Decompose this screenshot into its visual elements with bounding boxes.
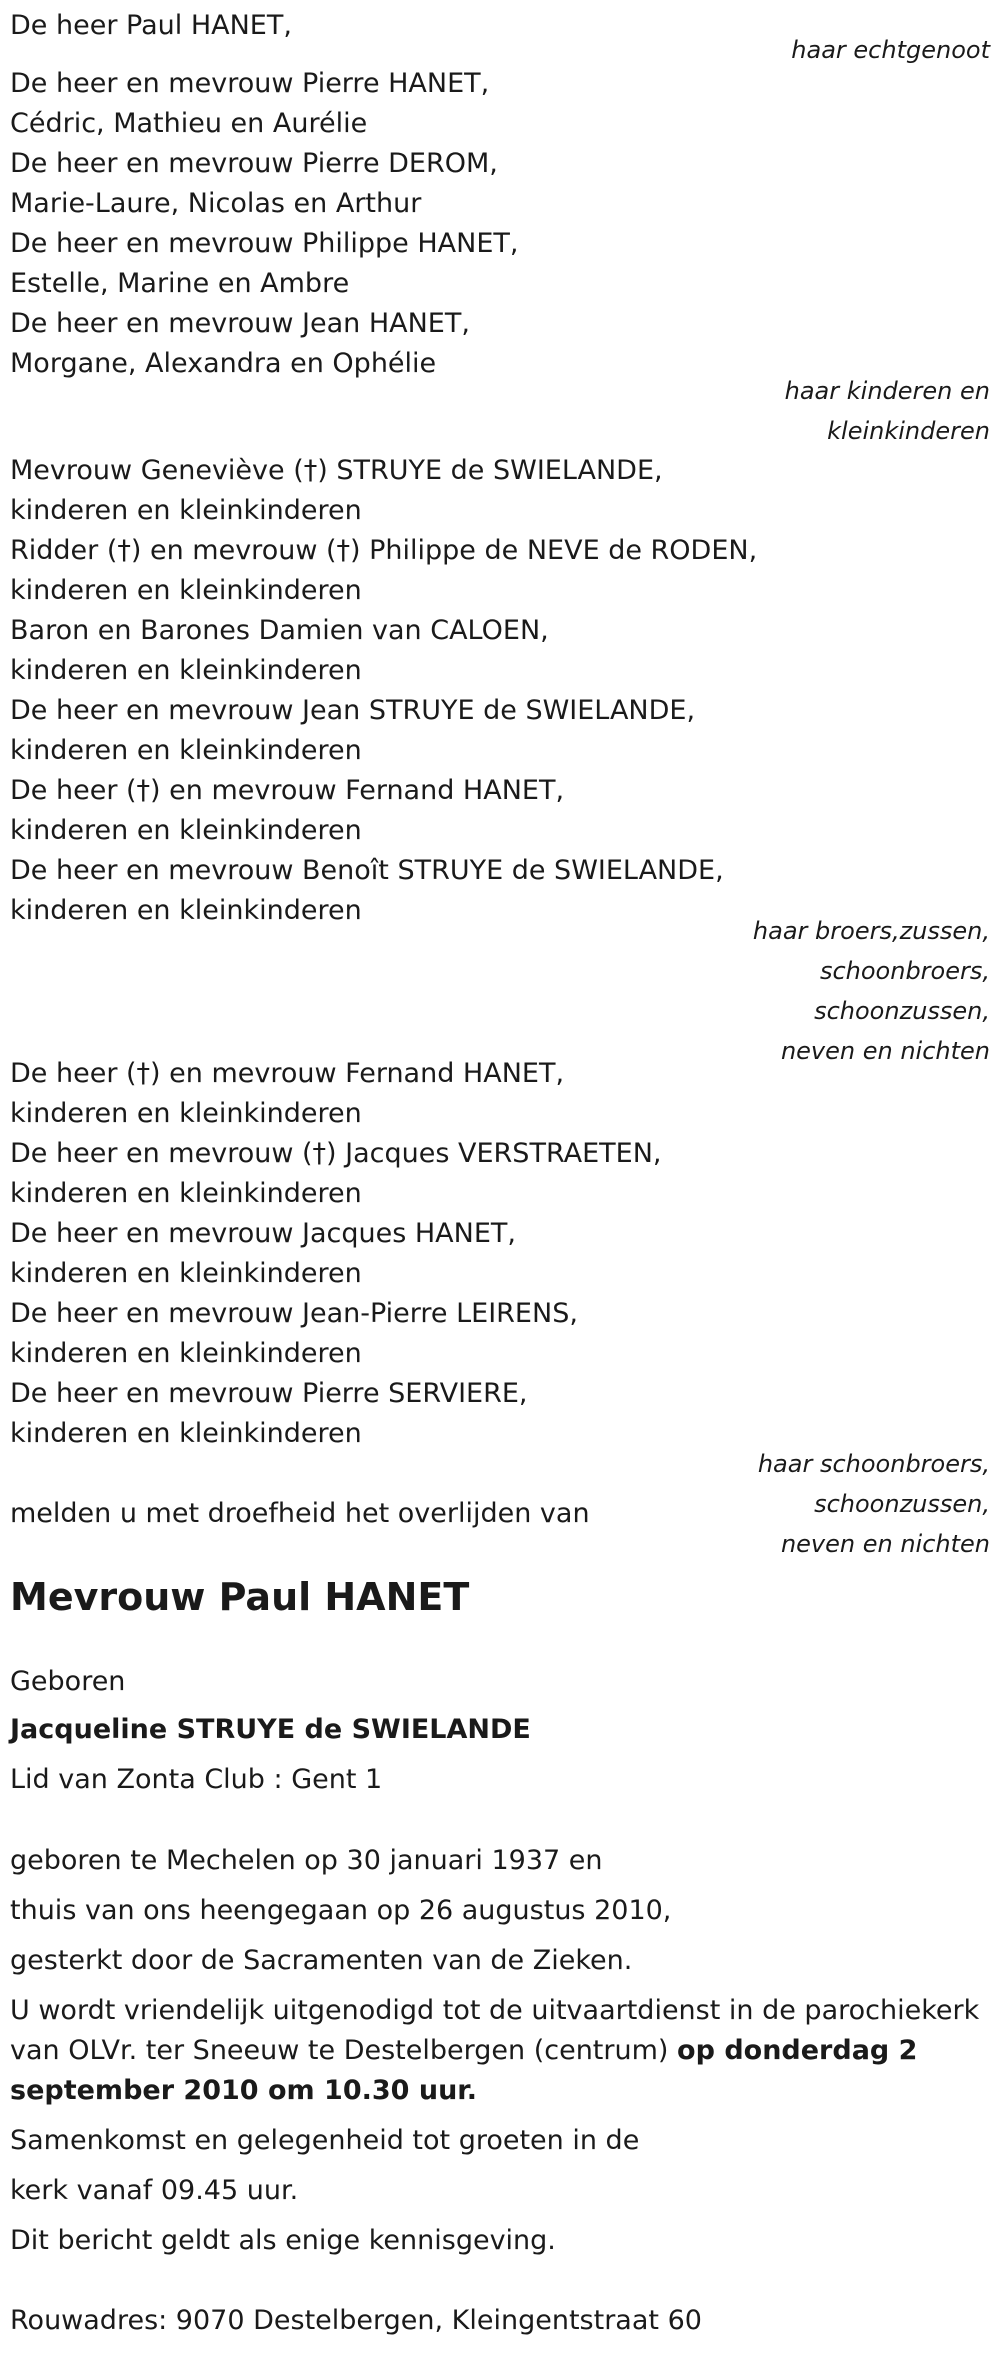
relationship-label: schoonzussen, (814, 997, 990, 1025)
family-line: De heer en mevrouw (†) Jacques VERSTRAETEN, (10, 1138, 662, 1169)
family-line: Baron en Barones Damien van CALOEN, (10, 615, 549, 646)
birth-line: geboren te Mechelen op 30 januari 1937 en (10, 1845, 603, 1876)
family-line: kinderen en kleinkinderen (10, 1338, 362, 1369)
relationship-label: neven en nichten (780, 1037, 990, 1065)
gathering-line-1: Samenkomst en gelegenheid tot groeten in de (10, 2125, 640, 2156)
family-line: Estelle, Marine en Ambre (10, 268, 350, 299)
mourning-address: Rouwadres: 9070 Destelbergen, Kleingentstraat 60 (10, 2305, 702, 2336)
relationship-label: haar broers,zussen, (752, 917, 990, 945)
family-line: kinderen en kleinkinderen (10, 895, 362, 926)
family-line: kinderen en kleinkinderen (10, 1178, 362, 1209)
family-line: Mevrouw Geneviève (†) STRUYE de SWIELANDE, (10, 455, 663, 486)
family-line: De heer en mevrouw Jean STRUYE de SWIELANDE, (10, 695, 696, 726)
funeral-invitation (10, 1991, 990, 2111)
relationship-label: haar echtgenoot (791, 36, 990, 64)
family-line: Ridder (†) en mevrouw (†) Philippe de NEVE de RODEN, (10, 535, 758, 566)
sacraments-line: gesterkt door de Sacramenten van de Zieken. (10, 1945, 633, 1976)
relationship-label: haar schoonbroers, (757, 1450, 990, 1478)
family-line: kinderen en kleinkinderen (10, 575, 362, 606)
relationship-label: neven en nichten (780, 1530, 990, 1558)
family-line: Morgane, Alexandra en Ophélie (10, 348, 437, 379)
relationship-label: kleinkinderen (827, 417, 990, 445)
membership: Lid van Zonta Club : Gent 1 (10, 1764, 383, 1795)
family-line: De heer Paul HANET, (10, 10, 292, 41)
invitation-date: op donderdag 2 september 2010 om 10.30 uur. (10, 2035, 918, 2106)
family-line: De heer en mevrouw Pierre DEROM, (10, 148, 498, 179)
family-line: De heer en mevrouw Pierre HANET, (10, 68, 490, 99)
family-line: De heer en mevrouw Jacques HANET, (10, 1218, 516, 1249)
family-line: kinderen en kleinkinderen (10, 495, 362, 526)
invitation-text: U wordt vriendelijk uitgenodigd tot de uitvaartdienst in de parochiekerk van OLVr. ter Sneeuw te Destelbergen (centrum) (10, 1995, 980, 2066)
family-line: kinderen en kleinkinderen (10, 735, 362, 766)
family-line: De heer (†) en mevrouw Fernand HANET, (10, 775, 565, 806)
family-line: Marie-Laure, Nicolas en Arthur (10, 188, 422, 219)
relationship-label: haar kinderen en (784, 377, 990, 405)
notice-line: Dit bericht geldt als enige kennisgeving. (10, 2225, 556, 2256)
family-line: Cédric, Mathieu en Aurélie (10, 108, 368, 139)
born-label: Geboren (10, 1666, 126, 1697)
maiden-name: Jacqueline STRUYE de SWIELANDE (10, 1714, 531, 1745)
family-line: kinderen en kleinkinderen (10, 655, 362, 686)
family-line: De heer en mevrouw Jean-Pierre LEIRENS, (10, 1298, 578, 1329)
relationship-label: schoonzussen, (814, 1490, 990, 1518)
family-line: kinderen en kleinkinderen (10, 1098, 362, 1129)
family-line: kinderen en kleinkinderen (10, 1418, 362, 1449)
gathering-line-2: kerk vanaf 09.45 uur. (10, 2175, 299, 2206)
family-line: De heer (†) en mevrouw Fernand HANET, (10, 1058, 565, 1089)
family-line: De heer en mevrouw Pierre SERVIERE, (10, 1378, 528, 1409)
family-line: kinderen en kleinkinderen (10, 815, 362, 846)
family-line: De heer en mevrouw Jean HANET, (10, 308, 470, 339)
death-line: thuis van ons heengegaan op 26 augustus 2010, (10, 1895, 672, 1926)
family-line: kinderen en kleinkinderen (10, 1258, 362, 1289)
deceased-name: Mevrouw Paul HANET (10, 1575, 470, 1619)
announcement-line: melden u met droefheid het overlijden van (10, 1498, 590, 1529)
family-line: De heer en mevrouw Benoît STRUYE de SWIELANDE, (10, 855, 724, 886)
family-line: De heer en mevrouw Philippe HANET, (10, 228, 519, 259)
relationship-label: schoonbroers, (819, 957, 990, 985)
